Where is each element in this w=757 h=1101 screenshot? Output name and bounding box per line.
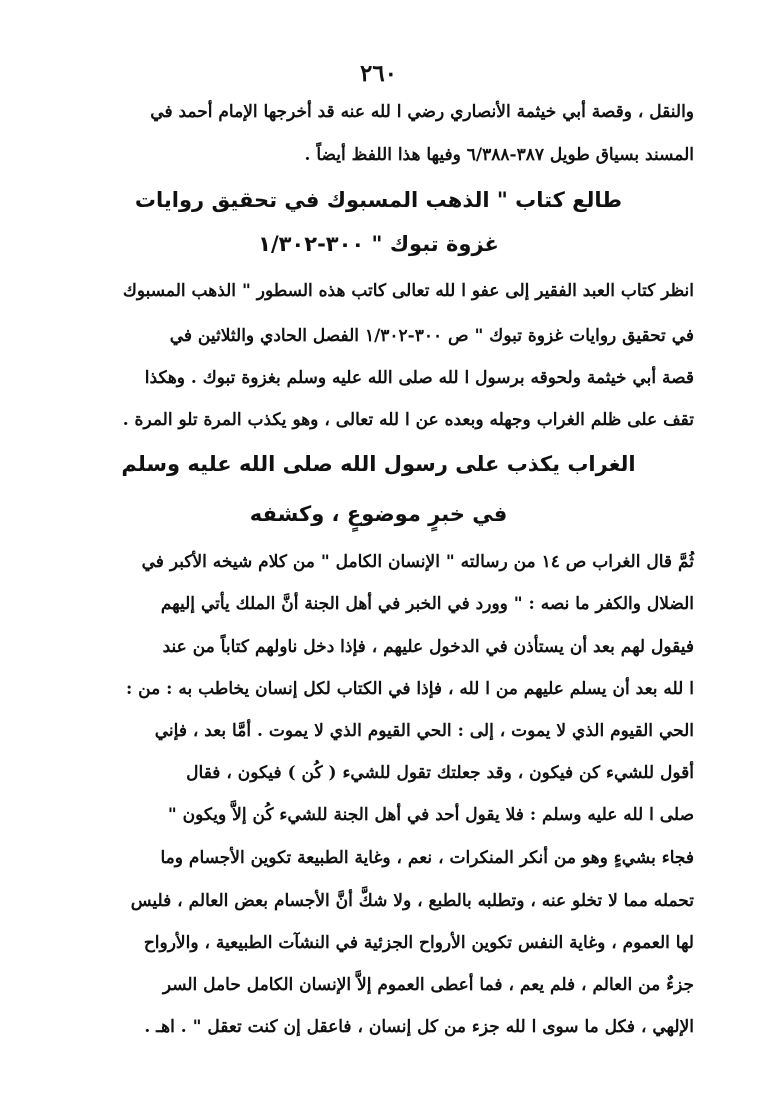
paragraph-line: تقف على ظلم الغراب وجهله وبعده عن ا لله تعالى ، وهو يكذب المرة تلو المرة . bbox=[122, 410, 694, 430]
section-heading-line: طالع كتاب " الذهب المسبوك في تحقيق روايات bbox=[134, 188, 623, 212]
section-heading-line: غزوة تبوك " ٣٠٠-١/٣٠٢ bbox=[258, 232, 499, 256]
paragraph-line: الضلال والكفر ما نصه : " وورد في الخبر في أهل الجنة أنَّ الملك يأتي إليهم bbox=[160, 594, 694, 614]
section-heading-line: الغراب يكذب على رسول الله صلى الله عليه وسلم bbox=[121, 452, 636, 476]
paragraph-line: فجاء بشيءٍ وهو من أنكر المنكرات ، نعم ، وغاية الطبيعة تكوين الأجسام وما bbox=[160, 848, 694, 868]
paragraph-line: الحي القيوم الذي لا يموت ، إلى : الحي القيوم الذي لا يموت . أمَّا بعد ، فإني bbox=[154, 721, 694, 741]
paragraph-line: ا لله بعد أن يسلم عليهم من ا لله ، فإذا في الكتاب لكل إنسان يخاطب به : من : bbox=[125, 679, 694, 699]
page-number: ٢٦٠ bbox=[359, 60, 398, 87]
intro-line: والنقل ، وقصة أبي خيثمة الأنصاري رضي ا لله عنه قد أخرجها الإمام أحمد في bbox=[150, 102, 694, 122]
paragraph-line: أقول للشيء كن فيكون ، وقد جعلتك تقول للشيء ( كُن ) فيكون ، فقال bbox=[186, 763, 694, 783]
paragraph-line: لها العموم ، وغاية النفس تكوين الأرواح الجزئية في النشآت الطبيعية ، والأرواح bbox=[143, 933, 694, 953]
paragraph-line: فيقول لهم بعد أن يستأذن في الدخول عليهم ، فإذا دخل ناولهم كتاباً من عند bbox=[162, 637, 694, 657]
paragraph-line: في تحقيق روايات غزوة تبوك " ص ٣٠٠-١/٣٠٢ الفصل الحادي والثلاثين في bbox=[169, 326, 694, 346]
paragraph-line: قصة أبي خيثمة ولحوقه برسول ا لله صلى الله عليه وسلم بغزوة تبوك . وهكذا bbox=[144, 368, 694, 388]
paragraph-line: جزءٌ من العالم ، فلم يعم ، فما أعطى العموم إلاَّ الإنسان الكامل حامل السر bbox=[162, 975, 694, 995]
paragraph-line: صلى ا لله عليه وسلم : فلا يقول أحد في أهل الجنة للشيء كُن إلاَّ ويكون " bbox=[167, 805, 694, 825]
paragraph-line: الإلهي ، فكل ما سوى ا لله جزء من كل إنسان ، فاعقل إن كنت تعقل " . اهـ . bbox=[144, 1017, 694, 1037]
intro-line: المسند بسياق طويل ٣٨٧-٦/٣٨٨ وفيها هذا اللفظ أيضاً . bbox=[304, 145, 694, 165]
paragraph-line: انظر كتاب العبد الفقير إلى عفو ا لله تعالى كاتب هذه السطور " الذهب المسبوك bbox=[122, 281, 694, 301]
paragraph-line: ثُمَّ قال الغراب ص ١٤ من رسالته " الإنسان الكامل " من كلام شيخه الأكبر في bbox=[141, 552, 694, 572]
paragraph-line: تحمله مما لا تخلو عنه ، وتطلبه بالطبع ، ولا شكَّ أنَّ الأجسام بعض العالم ، فليس bbox=[130, 891, 694, 911]
section-heading-line: في خبرٍ موضوعٍ ، وكشفه bbox=[249, 502, 508, 526]
